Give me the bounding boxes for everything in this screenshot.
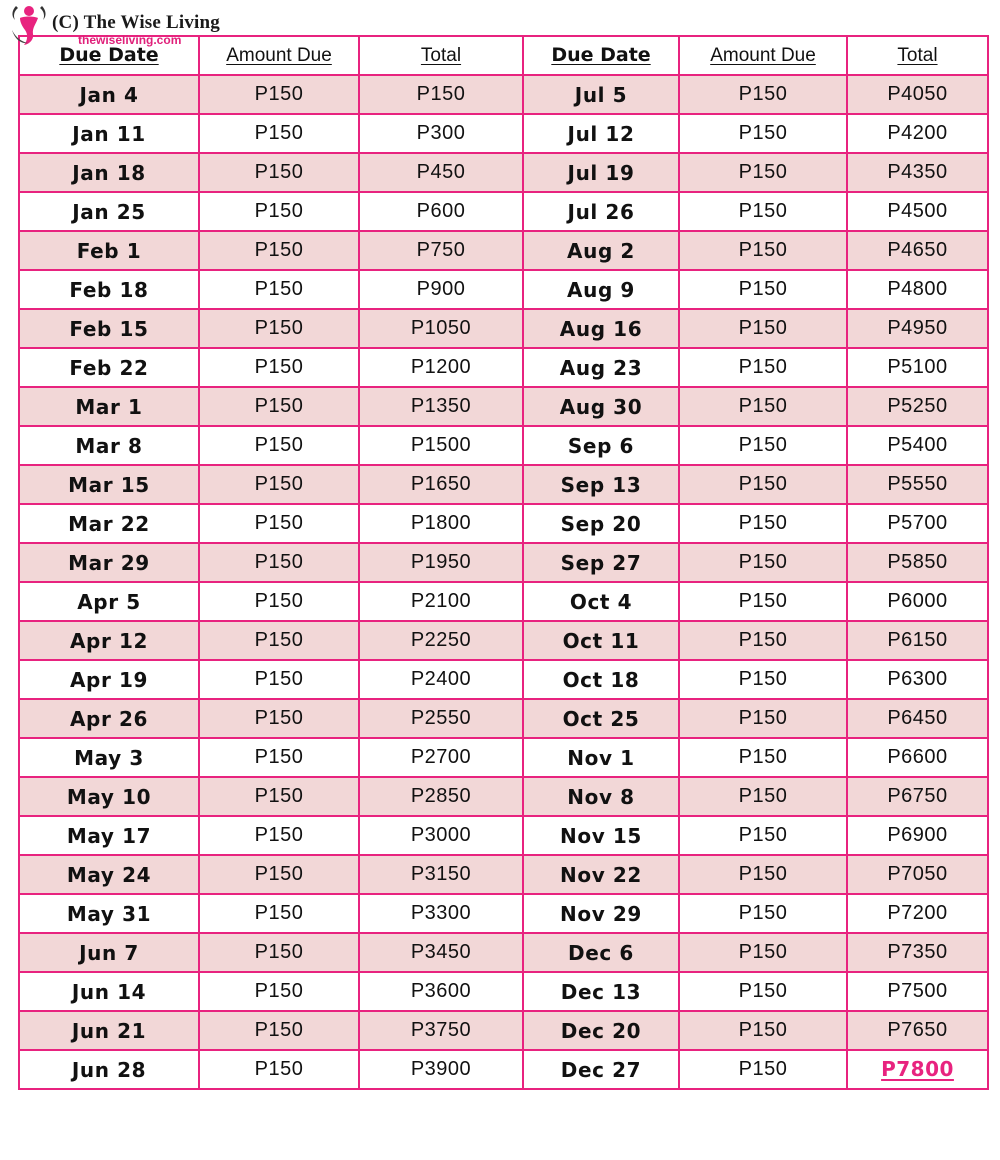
table-row xyxy=(19,1011,988,1050)
amount-due-cell: P150 xyxy=(679,309,847,348)
header-label: Amount Due xyxy=(226,45,332,66)
total-cell: P5550 xyxy=(847,465,988,504)
total-cell: P3600 xyxy=(359,972,523,1011)
table-row xyxy=(19,426,988,465)
amount-due-cell: P150 xyxy=(199,855,359,894)
total-cell: P6300 xyxy=(847,660,988,699)
amount-due-cell: P150 xyxy=(199,153,359,192)
due-date-cell: Jul 5 xyxy=(523,75,679,114)
woman-silhouette-logo-icon xyxy=(6,2,52,46)
table-row xyxy=(19,75,988,114)
due-date-cell: Feb 18 xyxy=(19,270,199,309)
total-cell: P750 xyxy=(359,231,523,270)
total-cell: P6450 xyxy=(847,699,988,738)
header-label: Due Date xyxy=(59,44,159,66)
amount-due-cell: P150 xyxy=(199,543,359,582)
header-label: Due Date xyxy=(551,44,651,66)
due-date-cell: May 17 xyxy=(19,816,199,855)
table-row xyxy=(19,270,988,309)
due-date-cell: Mar 1 xyxy=(19,387,199,426)
amount-due-cell: P150 xyxy=(199,114,359,153)
total-cell: P6150 xyxy=(847,621,988,660)
table-row xyxy=(19,309,988,348)
total-cell: P3900 xyxy=(359,1050,523,1089)
due-date-cell: Dec 6 xyxy=(523,933,679,972)
due-date-cell: Jul 19 xyxy=(523,153,679,192)
total-cell: P600 xyxy=(359,192,523,231)
total-cell: P6600 xyxy=(847,738,988,777)
amount-due-cell: P150 xyxy=(199,1050,359,1089)
due-date-cell: Mar 15 xyxy=(19,465,199,504)
table-row xyxy=(19,153,988,192)
amount-due-cell: P150 xyxy=(679,660,847,699)
table-row xyxy=(19,504,988,543)
due-date-cell: Apr 5 xyxy=(19,582,199,621)
due-date-cell: Jun 28 xyxy=(19,1050,199,1089)
amount-due-cell: P150 xyxy=(199,231,359,270)
due-date-cell: Oct 4 xyxy=(523,582,679,621)
due-date-cell: Mar 8 xyxy=(19,426,199,465)
amount-due-cell: P150 xyxy=(679,504,847,543)
due-date-cell: Feb 22 xyxy=(19,348,199,387)
total-cell: P2250 xyxy=(359,621,523,660)
amount-due-cell: P150 xyxy=(679,270,847,309)
table-row xyxy=(19,738,988,777)
amount-due-cell: P150 xyxy=(199,972,359,1011)
due-date-cell: Jan 25 xyxy=(19,192,199,231)
total-cell: P2700 xyxy=(359,738,523,777)
total-cell: P5400 xyxy=(847,426,988,465)
due-date-cell: Jan 11 xyxy=(19,114,199,153)
due-date-cell: May 10 xyxy=(19,777,199,816)
amount-due-cell: P150 xyxy=(199,192,359,231)
total-cell: P300 xyxy=(359,114,523,153)
due-date-cell: Feb 1 xyxy=(19,231,199,270)
amount-due-cell: P150 xyxy=(679,543,847,582)
due-date-cell: Oct 11 xyxy=(523,621,679,660)
table-row xyxy=(19,972,988,1011)
due-date-cell: Aug 30 xyxy=(523,387,679,426)
grand-total-value: P7800 xyxy=(881,1057,954,1081)
due-date-cell: Mar 22 xyxy=(19,504,199,543)
table-row xyxy=(19,543,988,582)
due-date-cell: May 3 xyxy=(19,738,199,777)
total-cell: P3150 xyxy=(359,855,523,894)
table-row xyxy=(19,192,988,231)
amount-due-cell: P150 xyxy=(199,75,359,114)
amount-due-cell: P150 xyxy=(199,270,359,309)
table-row xyxy=(19,894,988,933)
header-label: Total xyxy=(420,45,462,66)
due-date-cell: Feb 15 xyxy=(19,309,199,348)
due-date-cell: Aug 9 xyxy=(523,270,679,309)
due-date-cell: Nov 29 xyxy=(523,894,679,933)
amount-due-cell: P150 xyxy=(679,426,847,465)
total-cell: P5250 xyxy=(847,387,988,426)
due-date-cell: Oct 25 xyxy=(523,699,679,738)
amount-due-cell: P150 xyxy=(679,1011,847,1050)
due-date-cell: Jun 21 xyxy=(19,1011,199,1050)
amount-due-cell: P150 xyxy=(679,75,847,114)
amount-due-cell: P150 xyxy=(199,387,359,426)
total-cell: P4650 xyxy=(847,231,988,270)
due-date-cell: Dec 20 xyxy=(523,1011,679,1050)
table-row xyxy=(19,621,988,660)
due-date-cell: Jan 4 xyxy=(19,75,199,114)
amount-due-cell: P150 xyxy=(199,348,359,387)
amount-due-cell: P150 xyxy=(679,699,847,738)
total-cell: P1350 xyxy=(359,387,523,426)
amount-due-cell: P150 xyxy=(199,738,359,777)
total-cell: P5700 xyxy=(847,504,988,543)
total-cell: P2400 xyxy=(359,660,523,699)
total-cell: P900 xyxy=(359,270,523,309)
total-cell: P5850 xyxy=(847,543,988,582)
total-cell: P5100 xyxy=(847,348,988,387)
due-date-cell: Sep 6 xyxy=(523,426,679,465)
due-date-cell: May 24 xyxy=(19,855,199,894)
total-cell xyxy=(847,1050,988,1089)
total-cell: P450 xyxy=(359,153,523,192)
amount-due-cell: P150 xyxy=(679,816,847,855)
table-row xyxy=(19,387,988,426)
amount-due-cell: P150 xyxy=(199,582,359,621)
total-cell: P6900 xyxy=(847,816,988,855)
total-cell: P3000 xyxy=(359,816,523,855)
amount-due-cell: P150 xyxy=(199,1011,359,1050)
amount-due-cell: P150 xyxy=(199,777,359,816)
table-row xyxy=(19,231,988,270)
total-cell: P2100 xyxy=(359,582,523,621)
total-cell: P1800 xyxy=(359,504,523,543)
amount-due-cell: P150 xyxy=(679,1050,847,1089)
due-date-cell: Mar 29 xyxy=(19,543,199,582)
due-date-cell: May 31 xyxy=(19,894,199,933)
due-date-cell: Sep 20 xyxy=(523,504,679,543)
due-date-cell: Nov 8 xyxy=(523,777,679,816)
total-cell: P2550 xyxy=(359,699,523,738)
amount-due-cell: P150 xyxy=(679,855,847,894)
header-cell-total xyxy=(359,36,523,75)
total-cell: P7050 xyxy=(847,855,988,894)
header-label: Amount Due xyxy=(710,45,816,66)
total-cell: P4350 xyxy=(847,153,988,192)
due-date-cell: Jan 18 xyxy=(19,153,199,192)
amount-due-cell: P150 xyxy=(199,309,359,348)
amount-due-cell: P150 xyxy=(199,699,359,738)
total-cell: P3750 xyxy=(359,1011,523,1050)
total-cell: P7650 xyxy=(847,1011,988,1050)
due-date-cell: Oct 18 xyxy=(523,660,679,699)
total-cell: P7350 xyxy=(847,933,988,972)
due-date-cell: Apr 12 xyxy=(19,621,199,660)
amount-due-cell: P150 xyxy=(679,933,847,972)
due-date-cell: Nov 15 xyxy=(523,816,679,855)
header-cell-due-date-2 xyxy=(523,36,679,75)
amount-due-cell: P150 xyxy=(199,426,359,465)
watermark xyxy=(6,2,246,46)
due-date-cell: Jun 7 xyxy=(19,933,199,972)
total-cell: P1650 xyxy=(359,465,523,504)
header-cell-amount-due-2 xyxy=(679,36,847,75)
total-cell: P7500 xyxy=(847,972,988,1011)
table-row xyxy=(19,1050,988,1089)
total-cell: P6000 xyxy=(847,582,988,621)
amount-due-cell: P150 xyxy=(199,660,359,699)
amount-due-cell: P150 xyxy=(199,465,359,504)
total-cell: P4200 xyxy=(847,114,988,153)
amount-due-cell: P150 xyxy=(679,387,847,426)
table-row xyxy=(19,114,988,153)
amount-due-cell: P150 xyxy=(199,504,359,543)
amount-due-cell: P150 xyxy=(679,582,847,621)
table-row xyxy=(19,660,988,699)
amount-due-cell: P150 xyxy=(679,738,847,777)
due-date-cell: Nov 22 xyxy=(523,855,679,894)
total-cell: P4500 xyxy=(847,192,988,231)
table-row xyxy=(19,348,988,387)
total-cell: P1050 xyxy=(359,309,523,348)
amount-due-cell: P150 xyxy=(679,153,847,192)
due-date-cell: Apr 19 xyxy=(19,660,199,699)
amount-due-cell: P150 xyxy=(679,777,847,816)
total-cell: P3450 xyxy=(359,933,523,972)
total-cell: P3300 xyxy=(359,894,523,933)
watermark-title: (C) The Wise Living xyxy=(52,12,220,33)
amount-due-cell: P150 xyxy=(679,231,847,270)
amount-due-cell: P150 xyxy=(199,816,359,855)
table-row xyxy=(19,465,988,504)
due-date-cell: Aug 16 xyxy=(523,309,679,348)
total-cell: P4950 xyxy=(847,309,988,348)
due-date-cell: Aug 23 xyxy=(523,348,679,387)
table-row xyxy=(19,816,988,855)
table-row xyxy=(19,933,988,972)
total-cell: P1500 xyxy=(359,426,523,465)
due-date-cell: Aug 2 xyxy=(523,231,679,270)
total-cell: P1200 xyxy=(359,348,523,387)
amount-due-cell: P150 xyxy=(199,894,359,933)
amount-due-cell: P150 xyxy=(679,621,847,660)
table-row xyxy=(19,777,988,816)
amount-due-cell: P150 xyxy=(679,348,847,387)
total-cell: P4050 xyxy=(847,75,988,114)
due-date-cell: Sep 27 xyxy=(523,543,679,582)
total-cell: P4800 xyxy=(847,270,988,309)
amount-due-cell: P150 xyxy=(679,192,847,231)
amount-due-cell: P150 xyxy=(679,465,847,504)
due-date-cell: Jul 12 xyxy=(523,114,679,153)
due-date-cell: Dec 13 xyxy=(523,972,679,1011)
due-date-cell: Dec 27 xyxy=(523,1050,679,1089)
schedule-body xyxy=(19,75,988,1089)
total-cell: P150 xyxy=(359,75,523,114)
due-date-cell: Apr 26 xyxy=(19,699,199,738)
table-row xyxy=(19,582,988,621)
amount-due-cell: P150 xyxy=(199,621,359,660)
amount-due-cell: P150 xyxy=(679,972,847,1011)
payment-schedule-table xyxy=(18,35,989,1090)
due-date-cell: Sep 13 xyxy=(523,465,679,504)
due-date-cell: Jul 26 xyxy=(523,192,679,231)
total-cell: P2850 xyxy=(359,777,523,816)
total-cell: P7200 xyxy=(847,894,988,933)
amount-due-cell: P150 xyxy=(679,114,847,153)
header-cell-total-2 xyxy=(847,36,988,75)
total-cell: P6750 xyxy=(847,777,988,816)
table-row xyxy=(19,699,988,738)
watermark-url: thewiseliving.com xyxy=(78,33,182,47)
total-cell: P1950 xyxy=(359,543,523,582)
amount-due-cell: P150 xyxy=(199,933,359,972)
due-date-cell: Jun 14 xyxy=(19,972,199,1011)
due-date-cell: Nov 1 xyxy=(523,738,679,777)
header-label: Total xyxy=(897,45,938,66)
table-row xyxy=(19,855,988,894)
amount-due-cell: P150 xyxy=(679,894,847,933)
